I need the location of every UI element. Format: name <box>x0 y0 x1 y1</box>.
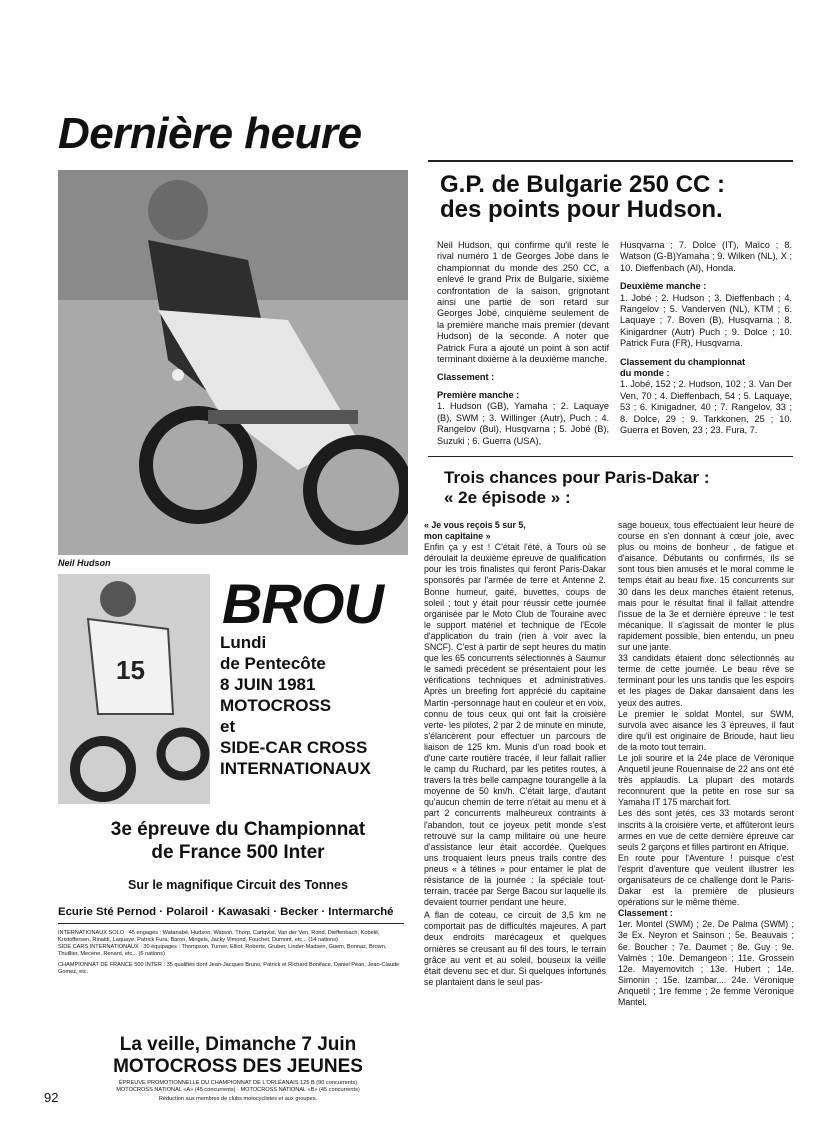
gp-headline <box>440 172 800 222</box>
gp-headline-line1: G.P. de Bulgarie 250 CC : <box>440 171 725 198</box>
brou-line-6: SIDE-CAR CROSS <box>220 738 368 757</box>
gp-champ-label-2: du monde : <box>620 368 670 379</box>
dakar-col2-text5: Les dés sont jetés, ces 33 motards seront inscrits à la croisière verte, et affûteront leurs armes en vue de cette dernière épreuve car seuls 2 garçons et filles partiront en Afrique. <box>618 808 794 852</box>
sponsors-line: Ecurie Sté Pernod · Polaroil · Kawasaki · Becker · Intermarché <box>58 906 394 918</box>
dakar-classement-text: 1er. Montel (SWM) ; 2e. De Palma (SWM) ; 3e Ex. Neyron et Sainson ; 5e. Beauvais ; 6e. Boucher ; 7e. Daumet ; 8e. Guy ; 9e. Valmès ; 10e. Demangeon ; 11e. Grossein 12e. Mayemovitch ; 13e. Hubert ; 14e. Simonin ; 15e. Izambar.... 24e. Véronique Anquetil ; 1re femme ; 2e femme Véronique Mantel. <box>618 919 794 1008</box>
dakar-col2-text4: Le joli sourire et la 24e place de Véronique Anquetil jeune Rouennaise de 22 ans ont été très applaudis. La plupart des motards reconnurent que la petite en rose sur sa Yamaha IT 175 marchait fort. <box>618 752 794 808</box>
gp-col2-continuation: Husqvarna ; 7. Dolce (IT), Maïco ; 8. Watson (G-B)Yamaha ; 9. Wilken (NL), X ; 10. Dieffenbach (Al), Honda. <box>620 240 792 273</box>
sponsors-rule <box>58 923 404 924</box>
page-number: 92 <box>44 1090 59 1105</box>
gp-manche2-text: 1. Jobé ; 2. Hudson ; 3. Dieffenbach ; 4. Rangelov ; 5. Vanderven (NL), KTM ; 6. Laquaye ; 7. Boven (B), Husqvarna ; 8. Kinigardner (Autr) Puch ; 9. Dolce ; 10. Patrick Fura (FR), Husqvarna. <box>620 292 792 349</box>
gp-intro: Neil Hudson, qui confirme qu'il reste le rival numéro 1 de Georges Jobé dans le championnat du monde des 250 CC, a enlevé le grand Prix de Bulgarie, sixième confrontation de la saison, grignotant ainsi une partie de son retard sur Georges Jobé, cinquième seulement de la première manche mais premier (devant Hudson) de la seconde. A noter que Patrick Fura a ajouté un point à son actif terminant dixième à la deuxième manche. <box>437 240 609 365</box>
brou-line-7: INTERNATIONAUX <box>220 759 371 778</box>
veille-heading <box>58 1034 418 1078</box>
photo-caption: Neil Hudson <box>58 558 111 568</box>
brou-line-3: 8 JUIN 1981 <box>220 675 316 694</box>
veille-line-1: La veille, Dimanche 7 Juin <box>119 1034 357 1055</box>
gp-manche1-text: 1. Hudson (GB), Yamaha ; 2. Laquaye (B), SWM ; 3. Willinger (Autr), Puch ; 4. Rangelov (Bul), Husqvarna ; 5. Jobé (B), Suzuki ; 6. Guerra (USA), <box>437 401 609 446</box>
brou-line-5: et <box>220 717 236 736</box>
dakar-col2-text2: 33 candidats étaient donc sélectionnés au terme de cette journée. Le beau rêve se terminant pour les uns tandis que les espoirs et les plages de Dakar dansaient dans les yeux des autres. <box>618 653 794 708</box>
veille-line-2: MOTOCROSS DES JEUNES <box>113 1056 363 1077</box>
brou-line-2: de Pentecôte <box>220 654 326 673</box>
gp-column-1 <box>437 240 609 447</box>
dakar-column-1 <box>424 520 606 988</box>
svg-text:15: 15 <box>116 655 145 685</box>
title-rule <box>428 160 793 162</box>
dakar-headline-line1: Trois chances pour Paris-Dakar : <box>444 468 710 487</box>
dakar-col2-text: sage boueux, tous effectuaient leur heure de course en s'en donnant à cœur joie, avec plus ou moins de bonheur , de fatigue et d'aisance. Débutants ou confirmés, ils se sont tous bien amusés et le moral comme le temps était au beau fixe. 15 concurrents sur 30 dans les deux manches étaient retenus, mais pour le résultat final il fallait attendre l'issue de la 3e et dernière épreuve : le test mécanique. Il s'agissait de monter le plus rapidement possible, bien entendu, un pneu sur une jante. <box>618 520 794 653</box>
dakar-headline <box>444 468 794 508</box>
gp-column-2 <box>620 240 792 437</box>
gp-classement-label: Classement : <box>437 372 495 383</box>
jeunes-reduction: Réduction aux membres de clubs motocyclistes et aux groupes. <box>158 1096 318 1102</box>
entrants-championnat: CHAMPIONNAT DE FRANCE 500 INTER : 35 qualifiés dont Jean-Jacques Bruno, Patrick et Richard Boniface, Daniel Péan, Jean-Claude Gomez, etc. <box>58 962 400 975</box>
photo-neil-hudson <box>58 170 408 555</box>
gp-champ-label-1: Classement du championnat <box>620 356 746 367</box>
dakar-quote-line1: « Je vous reçois 5 sur 5, <box>424 520 526 530</box>
dakar-classement-label: Classement : <box>618 908 673 919</box>
dakar-column-2 <box>618 520 794 1008</box>
championship-heading <box>58 818 418 864</box>
dakar-headline-line2: « 2e épisode » : <box>444 488 571 507</box>
jeunes-epreuve: ÉPREUVE PROMOTIONNELLE DU CHAMPIONNAT DE L'ORLÉANAIS 125 B (90 concurrents) <box>118 1080 358 1086</box>
dakar-col1-text2: A flan de coteau, ce circuit de 3,5 km ne comportait pas de difficultés majeures. A part deux endroits marécageux et quelques ornières se creusant au fil des tours, le terrain grâce au vent et au soleil, bouseux la veille était devenu sec et dur. Si quelques infortunés se plantaient dans le seul pas- <box>424 910 606 987</box>
dakar-col1-text: Enfin ça y est ! C'était l'été, à Tours où se déroulait la deuxième épreuve de qualification pour les trois finalistes qui feront Paris-Dakar sponsorés par l'armée de terre et Antenne 2. Bonne humeur, gaité, buvettes, coups de soleil ; tout y était pour réussir cette journée organisée par le Moto Club de Touraine avec le support matériel et technique de l'Ecole d'application du train (rien à voir avec la SNCF). C'est à partir de sept heures du matin que les 65 concurrents sélectionnés à Saumur le samedi précédent se présentaient pour les vérifications techniques et administratives. Après un breefing fort apprécié du capitaine Martin -personnage haut en couleur et en voix, connu de tous ceux qui ont fait la croisière verte- les pilotes, 2 par 2 de minute en minute, s'élancèrent pour effectuer un parcours de liaison de 125 km. Munis d'un road book et d'une carte routière tracée, il leur fallait rallier le camp du Ruchard, par les petites routes, à travers la très belle campagne tourangelle à la moyenne de 50 km/h. C'était large, d'autant qu'aucun chemin de terre n'était au menu et à part 2 concurrents malheureux contraints à l'abandon, tout ce joyeux petit monde s'est retrouvé sur la camp militaire où une heure d'assistance leur était accordée. Quelques uns troquaient leurs pneus trails contre des pneus « à tétines » pour entamer le plat de résistance de la journée : la spéciale tout-terrain, tracée par Serge Bacou sur laquelle ils devaient tourner pendant une heure. <box>424 542 606 908</box>
gp-manche1-label: Première manche : <box>437 389 520 400</box>
championship-line-2: de France 500 Inter <box>151 842 325 863</box>
section-divider <box>428 456 793 457</box>
photo-rider-15 <box>58 574 210 804</box>
gp-headline-line2: des points pour Hudson. <box>440 196 723 223</box>
championship-line-1: 3e épreuve du Championnat <box>110 819 366 840</box>
jeunes-details <box>58 1080 418 1103</box>
dakar-col2-text3: Le premier le soldat Montel, sur SWM, survola avec aisance les 3 épreuves, il faut dire qu'il est originaire de Brioude, haut lieu de la moto tout terrain. <box>618 708 794 752</box>
brou-event-lines <box>220 632 420 779</box>
jeunes-national: MOTOCROSS NATIONAL «A» (45 concurrents) · MOTOCROSS NATIONAL «B» (45 concurrents) <box>116 1087 360 1093</box>
motocross-rider-15-image <box>58 574 210 804</box>
brou-line-1: Lundi <box>220 633 267 652</box>
brou-title: BROU <box>222 572 383 635</box>
entrants-sidecar: SIDE CARS INTERNATIONAUX : 30 équipages : Thompson, Turner, Elliot, Roberts, Gruber, Linder-Madsen, Guem, Bonnaz, Brown, Thuillier, Mecene, Renard, etc... (6 nations) <box>58 944 387 957</box>
entrants-solo: INTERNATIONAUX SOLO : 45 engagés : Watanabé, Hudson, Watson, Thorp, Carlqvist, Van der Ven, Rond, Dieffenbach, Kobelé, Kristoffersen, Rinaldi, Laquaye, Patrick Fura, Baron, Mingels, Jacky Vimond, Fouchet, Dumont, etc... (14 nations) <box>58 930 380 943</box>
dakar-quote-line2: mon capitaine » <box>424 531 491 542</box>
entrants-details <box>58 930 408 976</box>
dakar-col2-text6: En route pour l'Aventure ! puisque c'est l'esprit d'aventure que veulent illustrer les organisateurs de ce challenge dont le Paris-Dakar est la première de plusieurs opérations sur le même thème. <box>618 852 794 908</box>
page-title: Dernière heure <box>58 109 362 158</box>
gp-champ-text: 1. Jobé, 152 ; 2. Hudson, 102 ; 3. Van Der Ven, 70 ; 4. Dieffenbach, 54 ; 5. Laquaye, 53 ; 6. Kinigadner, 40 ; 7. Rangelov, 33 ; 8. Dolce, 29 ; 9. Tarkkonen, 25 ; 10. Guerra et Boven, 23 ; 23. Fura, 7. <box>620 379 792 436</box>
circuit-line: Sur le magnifique Circuit des Tonnes <box>128 878 348 892</box>
motocross-rider-image <box>58 170 408 555</box>
brou-line-4: MOTOCROSS <box>220 696 332 715</box>
gp-manche2-label: Deuxième manche : <box>620 281 707 292</box>
